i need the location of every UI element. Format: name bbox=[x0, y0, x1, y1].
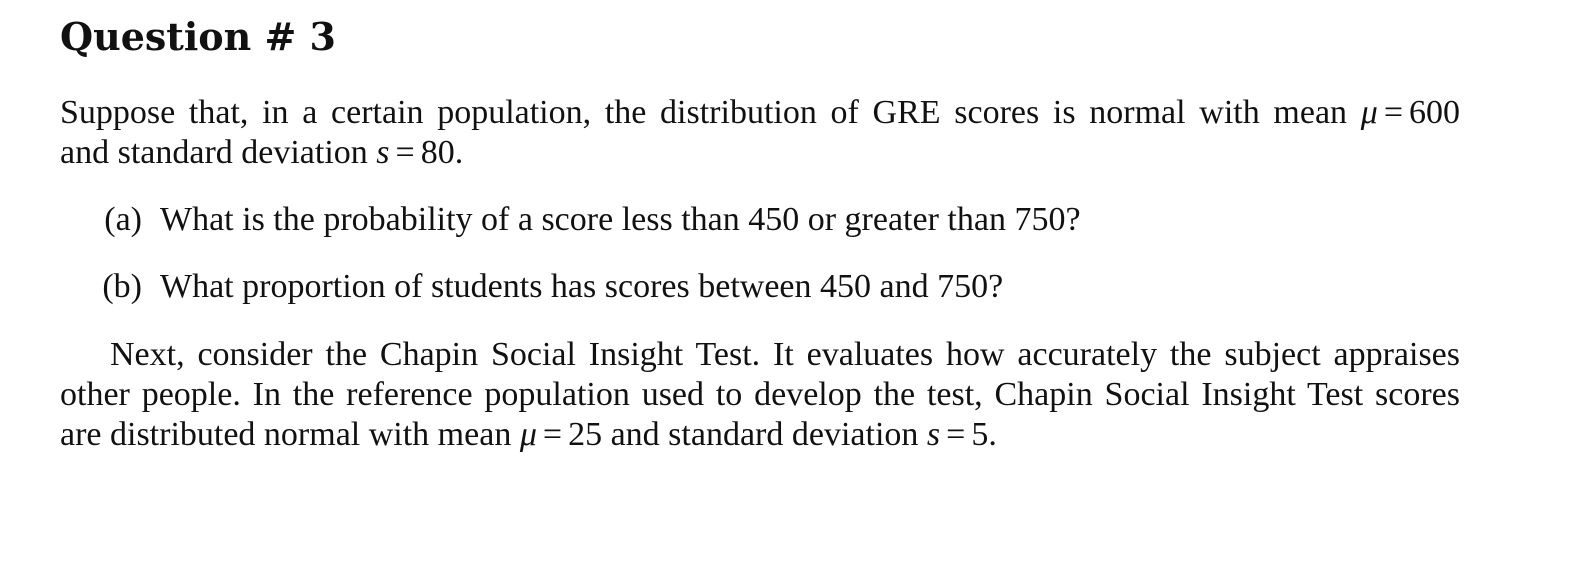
part-text: What proportion of students has scores between 450 and 750? bbox=[160, 268, 1004, 305]
chapin-text-3: are distributed normal with mean bbox=[60, 416, 512, 453]
chapin-line-2 bbox=[60, 375, 1460, 415]
s-symbol: s bbox=[926, 416, 941, 453]
chapin-sd-value: 5. bbox=[971, 416, 997, 453]
chapin-line-1 bbox=[60, 335, 1460, 375]
s-symbol: s bbox=[376, 134, 390, 171]
part-label: (b) bbox=[102, 268, 142, 305]
question-part-b bbox=[82, 267, 1003, 307]
mu-symbol: μ bbox=[519, 416, 537, 453]
chapin-text-1: Next, consider the Chapin Social Insight Test. It evaluates how accurately the subject appraises bbox=[110, 336, 1460, 373]
equals-sign: = bbox=[395, 134, 415, 171]
equals-sign: = bbox=[1383, 94, 1404, 131]
mean-value: 600 bbox=[1409, 94, 1461, 131]
chapin-text-2: other people. In the reference population used to develop the test, Chapin Social Insight Test scores bbox=[60, 376, 1460, 413]
question-part-a bbox=[82, 200, 1081, 240]
equals-sign: = bbox=[946, 416, 966, 453]
part-text: What is the probability of a score less than 450 or greater than 750? bbox=[160, 201, 1081, 238]
document-page bbox=[60, 0, 1460, 580]
intro-text-1: Suppose that, in a certain population, the distribution of GRE scores is normal with mean bbox=[60, 94, 1348, 131]
chapin-paragraph bbox=[60, 335, 1460, 455]
chapin-sd-text: and standard deviation bbox=[610, 416, 919, 453]
chapin-line-3 bbox=[60, 415, 1460, 455]
intro-line-1 bbox=[60, 93, 1460, 133]
chapin-mean-value: 25 bbox=[568, 416, 603, 453]
mu-symbol: μ bbox=[1360, 94, 1378, 131]
part-label: (a) bbox=[104, 201, 142, 238]
intro-text-2: and standard deviation bbox=[60, 134, 368, 171]
question-title: Question # 3 bbox=[60, 14, 337, 59]
intro-line-2 bbox=[60, 133, 1460, 173]
sd-value: 80. bbox=[420, 134, 464, 171]
equals-sign: = bbox=[542, 416, 563, 453]
intro-paragraph bbox=[60, 93, 1460, 173]
